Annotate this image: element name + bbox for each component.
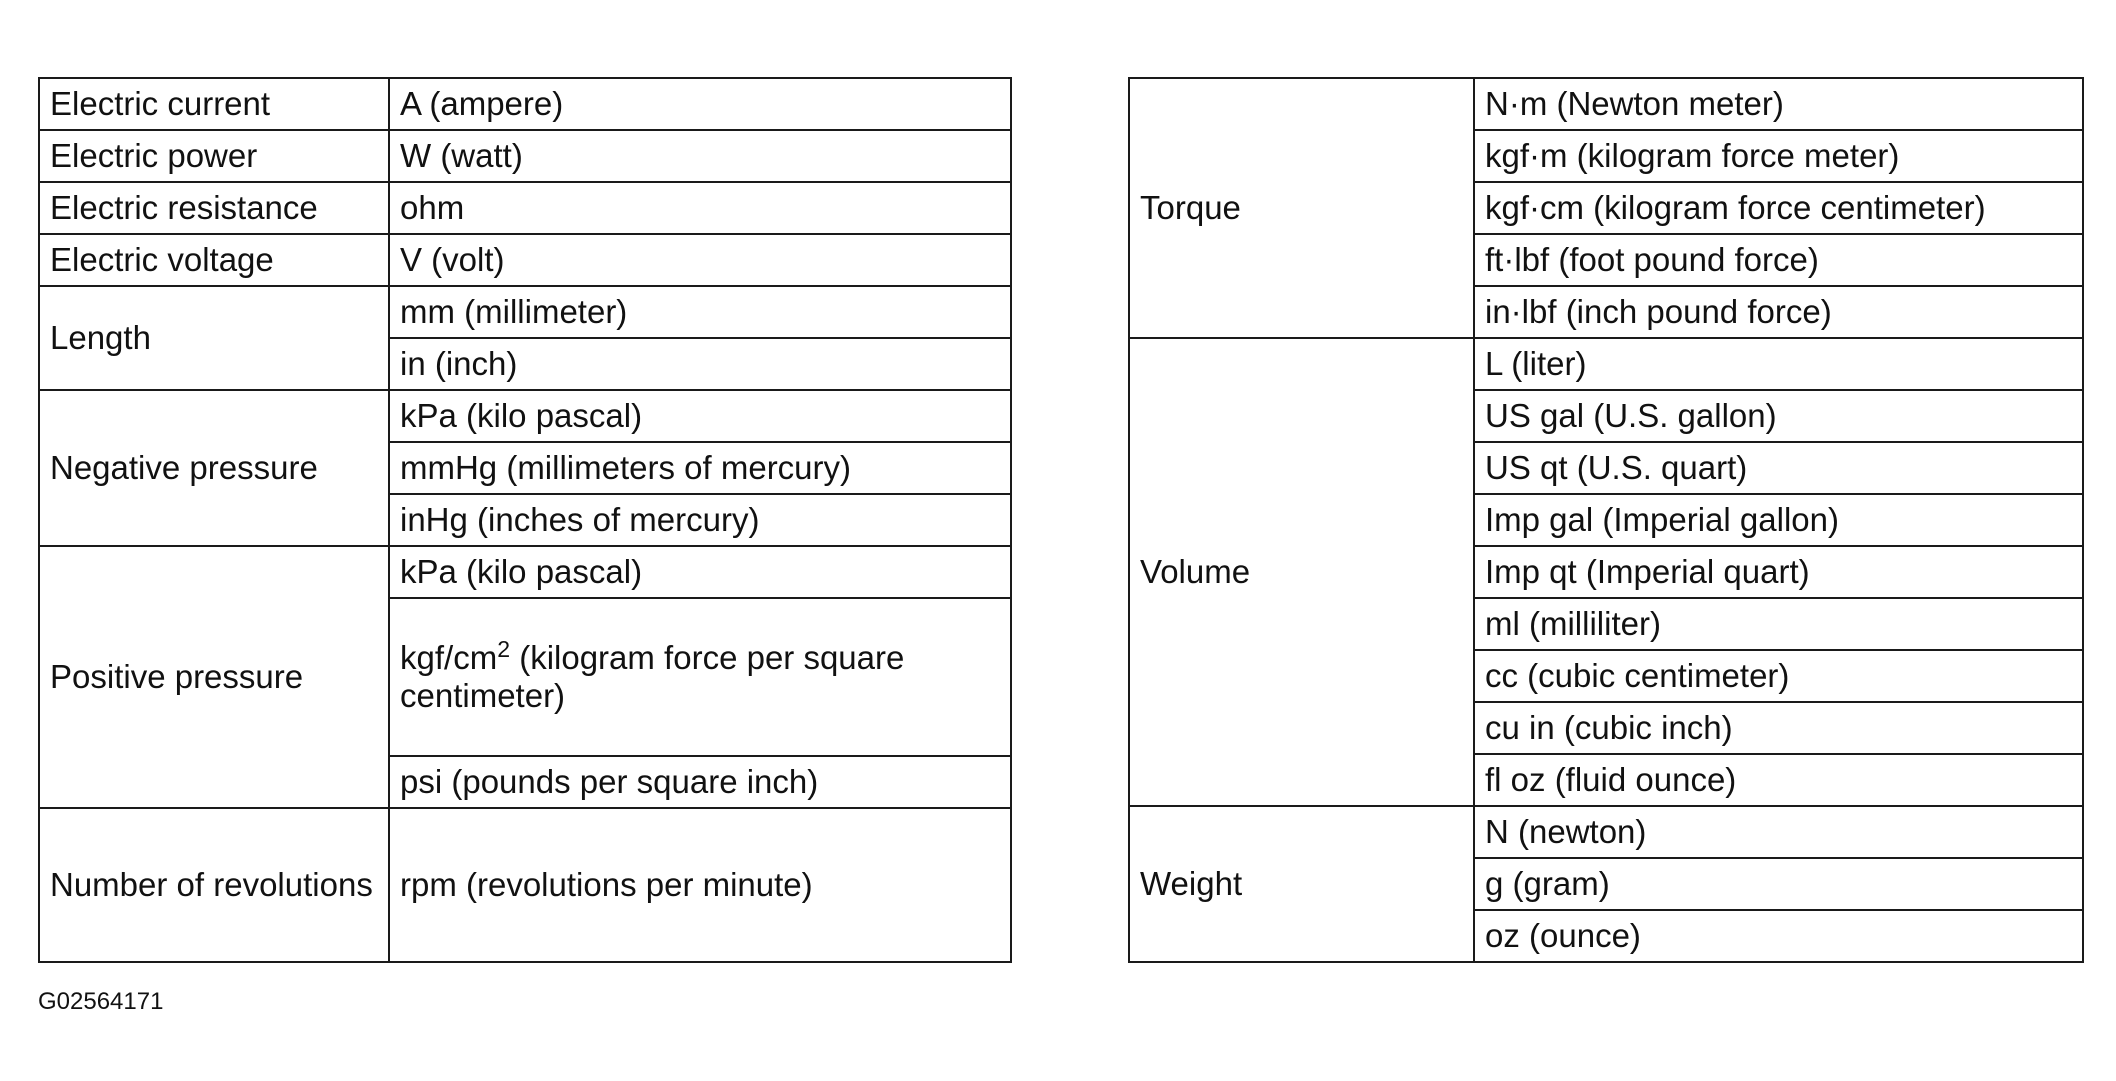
quantity-cell: Negative pressure — [39, 390, 389, 546]
unit-cell: L (liter) — [1474, 338, 2083, 390]
unit-cell: N (newton) — [1474, 806, 2083, 858]
quantity-cell: Electric voltage — [39, 234, 389, 286]
unit-cell: ft·lbf (foot pound force) — [1474, 234, 2083, 286]
quantity-cell: Electric power — [39, 130, 389, 182]
unit-cell: kPa (kilo pascal) — [389, 390, 1011, 442]
unit-cell: ml (milliliter) — [1474, 598, 2083, 650]
unit-base: kgf/cm — [400, 639, 498, 676]
unit-cell: kPa (kilo pascal) — [389, 546, 1011, 598]
unit-cell: inHg (inches of mercury) — [389, 494, 1011, 546]
quantity-cell: Electric current — [39, 78, 389, 130]
figure-code: G02564171 — [38, 988, 164, 1015]
quantity-cell: Torque — [1129, 78, 1474, 338]
quantity-cell: Volume — [1129, 338, 1474, 806]
units-table-left — [38, 77, 1012, 963]
unit-cell: in·lbf (inch pound force) — [1474, 286, 2083, 338]
unit-cell: US gal (U.S. gallon) — [1474, 390, 2083, 442]
unit-superscript: 2 — [497, 636, 511, 662]
unit-cell: fl oz (fluid ounce) — [1474, 754, 2083, 806]
unit-cell: N·m (Newton meter) — [1474, 78, 2083, 130]
unit-cell: W (watt) — [389, 130, 1011, 182]
unit-description: (kilogram force per square centimeter) — [400, 639, 905, 714]
unit-cell: kgf·cm (kilogram force centimeter) — [1474, 182, 2083, 234]
unit-cell: cc (cubic centimeter) — [1474, 650, 2083, 702]
unit-cell: mmHg (millimeters of mercury) — [389, 442, 1011, 494]
unit-cell: psi (pounds per square inch) — [389, 756, 1011, 808]
unit-cell: Imp qt (Imperial quart) — [1474, 546, 2083, 598]
quantity-cell: Weight — [1129, 806, 1474, 962]
unit-cell: g (gram) — [1474, 858, 2083, 910]
unit-cell: US qt (U.S. quart) — [1474, 442, 2083, 494]
unit-cell: mm (millimeter) — [389, 286, 1011, 338]
unit-cell: in (inch) — [389, 338, 1011, 390]
quantity-cell: Length — [39, 286, 389, 390]
unit-cell: Imp gal (Imperial gallon) — [1474, 494, 2083, 546]
unit-cell: A (ampere) — [389, 78, 1011, 130]
units-table-right — [1128, 77, 2084, 963]
unit-cell: ohm — [389, 182, 1011, 234]
quantity-cell: Number of revolutions — [39, 808, 389, 962]
unit-cell-kgf-cm2 — [389, 598, 1011, 756]
unit-cell: rpm (revolutions per minute) — [389, 808, 1011, 962]
unit-cell: V (volt) — [389, 234, 1011, 286]
quantity-cell: Positive pressure — [39, 546, 389, 808]
unit-cell: cu in (cubic inch) — [1474, 702, 2083, 754]
unit-cell: oz (ounce) — [1474, 910, 2083, 962]
unit-cell: kgf·m (kilogram force meter) — [1474, 130, 2083, 182]
quantity-cell: Electric resistance — [39, 182, 389, 234]
